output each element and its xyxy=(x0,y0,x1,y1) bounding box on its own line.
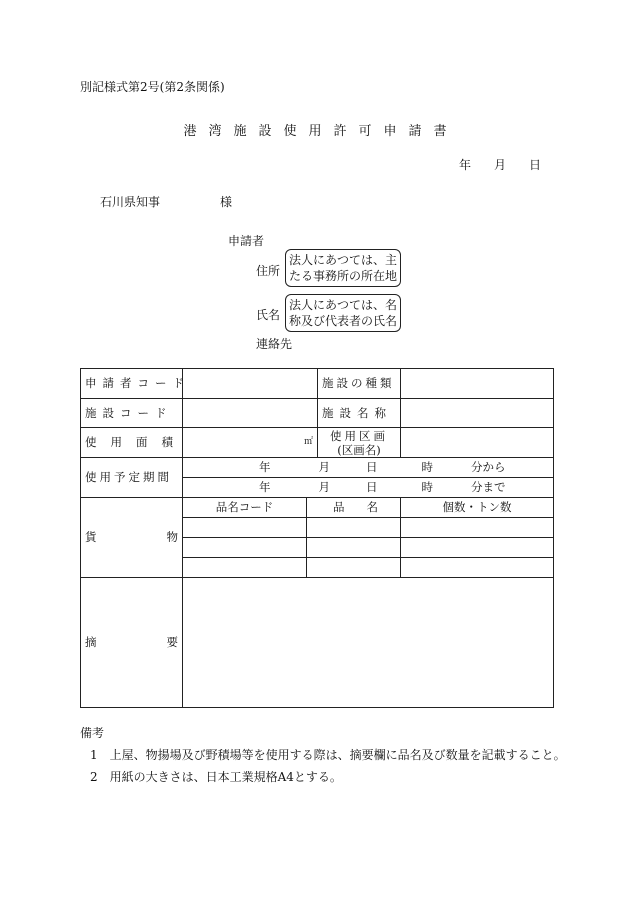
zone-field[interactable] xyxy=(401,428,554,458)
facility-type-label: 施設の種類 xyxy=(318,369,401,399)
form-number: 別記様式第2号(第2条関係) xyxy=(80,80,225,94)
period-to-row[interactable] xyxy=(183,478,554,498)
remarks-label-text: 摘要 xyxy=(85,635,248,649)
zone-label-main: 使用区画 xyxy=(330,428,388,443)
honorific: 様 xyxy=(220,195,233,209)
date-month-label: 月 xyxy=(494,158,507,172)
name-note-line-2: 称及び代表者の氏名 xyxy=(289,314,398,328)
cargo-name-cell-3[interactable] xyxy=(307,558,401,578)
address-note xyxy=(285,249,401,287)
cargo-code-cell-3[interactable] xyxy=(183,558,307,578)
name-label: 氏名 xyxy=(256,308,281,322)
cargo-name-cell-1[interactable] xyxy=(307,518,401,538)
from-day: 日 xyxy=(366,460,378,474)
col-quantity: 個数・トン数 xyxy=(401,498,554,518)
note-item-1: 1 上屋、物揚場及び野積場等を使用する際は、摘要欄に品名及び数量を記載すること。 xyxy=(90,748,566,762)
facility-type-field[interactable] xyxy=(401,369,554,399)
notes-heading: 備考 xyxy=(80,726,105,740)
zone-label xyxy=(318,428,401,458)
from-minute: 分から xyxy=(471,460,506,474)
notes xyxy=(80,722,566,788)
to-day: 日 xyxy=(366,480,378,494)
cargo-qty-cell-2[interactable] xyxy=(401,538,554,558)
addressee: 石川県知事 xyxy=(100,195,161,209)
remarks-label xyxy=(81,578,248,708)
to-month: 月 xyxy=(318,480,330,494)
to-hour: 時 xyxy=(421,480,433,494)
name-note-line-1: 法人にあつては、名 xyxy=(289,298,398,312)
application-table xyxy=(80,368,554,708)
date-year-label: 年 xyxy=(459,158,472,172)
to-year: 年 xyxy=(259,480,271,494)
address-note-line-2: たる事務所の所在地 xyxy=(289,269,398,283)
cargo-qty-cell-1[interactable] xyxy=(401,518,554,538)
date-day-label: 日 xyxy=(529,158,542,172)
from-month: 月 xyxy=(318,460,330,474)
facility-code-field[interactable] xyxy=(183,399,318,428)
cargo-qty-cell-3[interactable] xyxy=(401,558,554,578)
cargo-name-cell-2[interactable] xyxy=(307,538,401,558)
facility-code-label: 施設コード xyxy=(81,399,183,428)
area-field[interactable] xyxy=(183,428,318,458)
page-title: 港湾施設使用許可申請書 xyxy=(183,124,459,139)
contact-label: 連絡先 xyxy=(256,337,293,351)
to-minute: 分まで xyxy=(471,480,506,494)
applicant-code-label: 申請者コード xyxy=(81,369,183,399)
area-label: 使用面積 xyxy=(81,428,183,458)
zone-label-sub: (区画名) xyxy=(337,442,381,457)
area-unit: ㎡ xyxy=(303,437,313,447)
address-label: 住所 xyxy=(256,264,281,278)
address-note-line-1: 法人にあつては、主 xyxy=(289,253,398,267)
applicant-code-field[interactable] xyxy=(183,369,318,399)
period-label: 使用予定期間 xyxy=(81,458,183,498)
facility-name-field[interactable] xyxy=(401,399,554,428)
col-item-code: 品名コード xyxy=(183,498,307,518)
name-note xyxy=(285,294,401,332)
col-item-name: 品名 xyxy=(307,498,401,518)
period-from-row[interactable] xyxy=(183,458,554,478)
facility-name-label: 施設名称 xyxy=(318,399,401,428)
applicant-heading: 申請者 xyxy=(228,234,265,248)
note-item-2: 2 用紙の大きさは、日本工業規格A4とする。 xyxy=(90,770,342,784)
from-hour: 時 xyxy=(421,460,433,474)
cargo-label-text: 貨物 xyxy=(85,530,248,544)
from-year: 年 xyxy=(259,460,271,474)
